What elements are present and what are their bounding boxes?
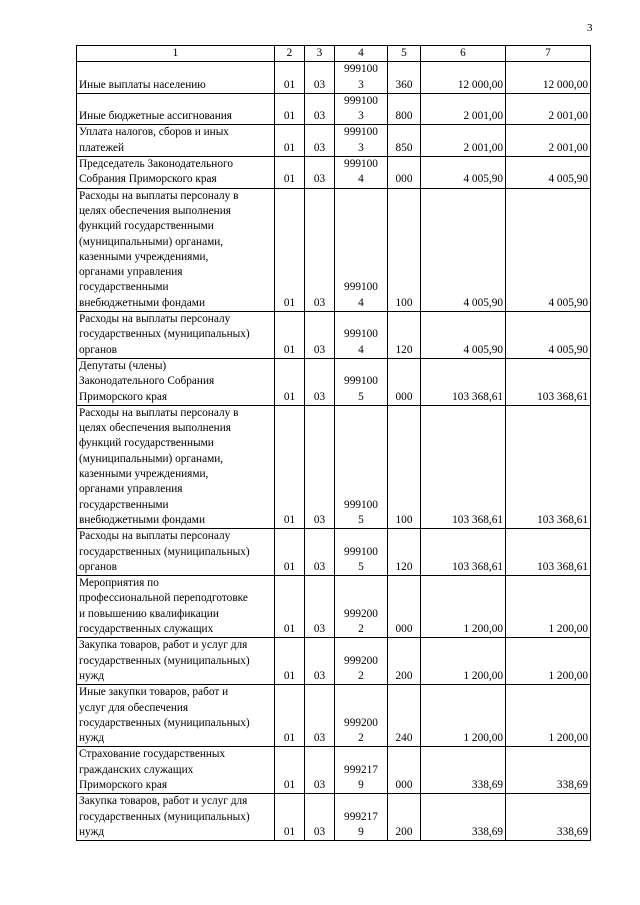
row-name-cell: Страхование государственных гражданских служащих Приморского края <box>77 747 275 794</box>
target-article-code-cell: 999100 4 <box>335 157 388 189</box>
row-name-cell: Расходы на выплаты персоналу государственных (муниципальных) органов <box>77 529 275 576</box>
row-name-cell: Иные выплаты населению <box>77 62 275 94</box>
row-name-cell: Расходы на выплаты персоналу государственных (муниципальных) органов <box>77 312 275 359</box>
section-code-cell: 01 <box>275 157 305 189</box>
amount-cell: 1 200,00 <box>421 685 506 747</box>
table-row <box>77 529 591 576</box>
subsection-code-cell: 03 <box>305 312 335 359</box>
amount-cell: 338,69 <box>506 794 591 841</box>
amount-cell: 103 368,61 <box>506 405 591 528</box>
subsection-code-cell: 03 <box>305 747 335 794</box>
table-row <box>77 685 591 747</box>
amount-cell: 1 200,00 <box>421 576 506 638</box>
amount-cell: 12 000,00 <box>506 62 591 94</box>
column-header: 5 <box>388 46 421 62</box>
subsection-code-cell: 03 <box>305 576 335 638</box>
column-header: 7 <box>506 46 591 62</box>
table-row <box>77 405 591 528</box>
expense-type-code-cell: 000 <box>388 576 421 638</box>
target-article-code-cell: 999100 4 <box>335 312 388 359</box>
target-article-code-cell: 999100 5 <box>335 529 388 576</box>
table-row <box>77 188 591 311</box>
section-code-cell: 01 <box>275 405 305 528</box>
table-row <box>77 358 591 405</box>
subsection-code-cell: 03 <box>305 188 335 311</box>
amount-cell: 338,69 <box>421 794 506 841</box>
section-code-cell: 01 <box>275 747 305 794</box>
row-name-cell: Расходы на выплаты персоналу в целях обеспечения выполнения функций государственными (муниципальными) органами, казенными учреждениями, органами управления государственными внебюджетными фондами <box>77 405 275 528</box>
column-header: 3 <box>305 46 335 62</box>
column-header: 2 <box>275 46 305 62</box>
expense-type-code-cell: 800 <box>388 93 421 125</box>
amount-cell: 338,69 <box>421 747 506 794</box>
amount-cell: 1 200,00 <box>506 576 591 638</box>
row-name-cell: Депутаты (члены) Законодательного Собрания Приморского края <box>77 358 275 405</box>
page-number: 3 <box>587 22 593 34</box>
expense-type-code-cell: 200 <box>388 794 421 841</box>
row-name-cell: Мероприятия по профессиональной переподготовке и повышению квалификации государственных служащих <box>77 576 275 638</box>
expense-type-code-cell: 360 <box>388 62 421 94</box>
amount-cell: 2 001,00 <box>421 125 506 157</box>
amount-cell: 1 200,00 <box>421 638 506 685</box>
amount-cell: 4 005,90 <box>421 312 506 359</box>
table-row <box>77 794 591 841</box>
row-name-cell: Иные бюджетные ассигнования <box>77 93 275 125</box>
amount-cell: 4 005,90 <box>506 157 591 189</box>
row-name-cell: Закупка товаров, работ и услуг для государственных (муниципальных) нужд <box>77 638 275 685</box>
section-code-cell: 01 <box>275 93 305 125</box>
target-article-code-cell: 999217 9 <box>335 747 388 794</box>
target-article-code-cell: 999200 2 <box>335 685 388 747</box>
subsection-code-cell: 03 <box>305 794 335 841</box>
expense-type-code-cell: 850 <box>388 125 421 157</box>
table-body <box>77 62 591 841</box>
target-article-code-cell: 999100 3 <box>335 62 388 94</box>
target-article-code-cell: 999100 3 <box>335 93 388 125</box>
target-article-code-cell: 999217 9 <box>335 794 388 841</box>
section-code-cell: 01 <box>275 125 305 157</box>
table-row <box>77 747 591 794</box>
subsection-code-cell: 03 <box>305 93 335 125</box>
row-name-cell: Председатель Законодательного Собрания Приморского края <box>77 157 275 189</box>
expense-type-code-cell: 000 <box>388 358 421 405</box>
budget-table <box>76 45 591 841</box>
section-code-cell: 01 <box>275 529 305 576</box>
subsection-code-cell: 03 <box>305 157 335 189</box>
target-article-code-cell: 999200 2 <box>335 638 388 685</box>
table-row <box>77 312 591 359</box>
amount-cell: 103 368,61 <box>421 358 506 405</box>
row-name-cell: Иные закупки товаров, работ и услуг для обеспечения государственных (муниципальных) нужд <box>77 685 275 747</box>
expense-type-code-cell: 100 <box>388 405 421 528</box>
amount-cell: 103 368,61 <box>421 405 506 528</box>
column-header: 6 <box>421 46 506 62</box>
section-code-cell: 01 <box>275 576 305 638</box>
row-name-cell: Закупка товаров, работ и услуг для государственных (муниципальных) нужд <box>77 794 275 841</box>
row-name-cell: Расходы на выплаты персоналу в целях обеспечения выполнения функций государственными (муниципальными) органами, казенными учреждениями, органами управления государственными внебюджетными фондами <box>77 188 275 311</box>
expense-type-code-cell: 120 <box>388 312 421 359</box>
target-article-code-cell: 999100 5 <box>335 405 388 528</box>
section-code-cell: 01 <box>275 62 305 94</box>
subsection-code-cell: 03 <box>305 358 335 405</box>
column-header: 1 <box>77 46 275 62</box>
amount-cell: 103 368,61 <box>506 358 591 405</box>
row-name-cell: Уплата налогов, сборов и иных платежей <box>77 125 275 157</box>
table-row <box>77 62 591 94</box>
amount-cell: 12 000,00 <box>421 62 506 94</box>
amount-cell: 4 005,90 <box>506 188 591 311</box>
expense-type-code-cell: 000 <box>388 157 421 189</box>
section-code-cell: 01 <box>275 685 305 747</box>
expense-type-code-cell: 120 <box>388 529 421 576</box>
amount-cell: 1 200,00 <box>506 638 591 685</box>
amount-cell: 2 001,00 <box>506 93 591 125</box>
table-row <box>77 125 591 157</box>
table-header-row <box>77 46 591 62</box>
table-row <box>77 576 591 638</box>
section-code-cell: 01 <box>275 794 305 841</box>
expense-type-code-cell: 200 <box>388 638 421 685</box>
target-article-code-cell: 999200 2 <box>335 576 388 638</box>
target-article-code-cell: 999100 4 <box>335 188 388 311</box>
section-code-cell: 01 <box>275 358 305 405</box>
section-code-cell: 01 <box>275 638 305 685</box>
target-article-code-cell: 999100 3 <box>335 125 388 157</box>
subsection-code-cell: 03 <box>305 638 335 685</box>
expense-type-code-cell: 240 <box>388 685 421 747</box>
target-article-code-cell: 999100 5 <box>335 358 388 405</box>
amount-cell: 1 200,00 <box>506 685 591 747</box>
subsection-code-cell: 03 <box>305 529 335 576</box>
subsection-code-cell: 03 <box>305 685 335 747</box>
table-row <box>77 638 591 685</box>
subsection-code-cell: 03 <box>305 62 335 94</box>
table-row <box>77 157 591 189</box>
table-row <box>77 93 591 125</box>
amount-cell: 4 005,90 <box>421 188 506 311</box>
amount-cell: 103 368,61 <box>506 529 591 576</box>
section-code-cell: 01 <box>275 188 305 311</box>
amount-cell: 2 001,00 <box>421 93 506 125</box>
amount-cell: 2 001,00 <box>506 125 591 157</box>
subsection-code-cell: 03 <box>305 125 335 157</box>
amount-cell: 4 005,90 <box>421 157 506 189</box>
section-code-cell: 01 <box>275 312 305 359</box>
subsection-code-cell: 03 <box>305 405 335 528</box>
expense-type-code-cell: 100 <box>388 188 421 311</box>
column-header: 4 <box>335 46 388 62</box>
expense-type-code-cell: 000 <box>388 747 421 794</box>
amount-cell: 4 005,90 <box>506 312 591 359</box>
amount-cell: 338,69 <box>506 747 591 794</box>
amount-cell: 103 368,61 <box>421 529 506 576</box>
